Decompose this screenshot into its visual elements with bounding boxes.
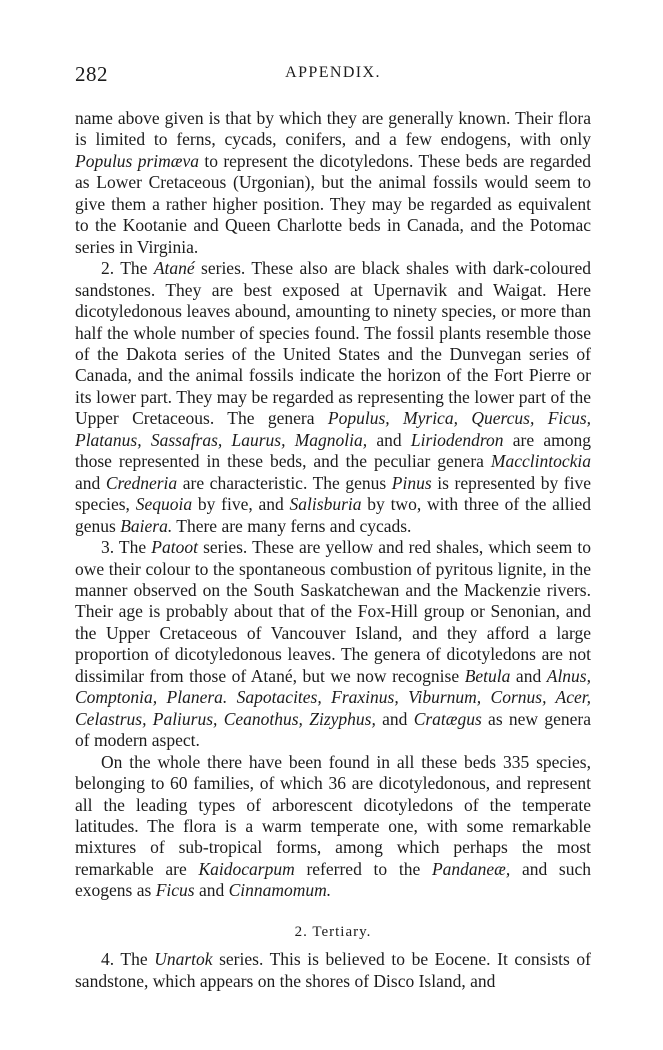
running-head (75, 62, 591, 92)
section-heading: 2. Tertiary. (294, 923, 372, 940)
paragraph-unartok-series: 4. The Unartok series. This is believed to be Eocene. It consists of sandstone, which appears on the shores of Disco Island, and (75, 949, 591, 991)
paragraph-atane-series: 2. The Atané series. These also are black shales with dark-coloured sandstones. They are best exposed at Upernavik and Waigat. Here dicotyledonous leaves abound, amounting to ninety species, or more than half the whole number of species found. The fossil plants resemble those of the Dakota series of the United States and the Dunvegan series of Canada, and the animal fossils indicate the horizon of the Fort Pierre or its lower part. They may be regarded as representing the lower part of the Upper Cretaceous. The genera Populus, Myrica, Quercus, Ficus, Platanus, Sassafras, Laurus, Magnolia, and Liriodendron are among those represented in these beds, and the peculiar genera Macclintockia and Credneria are characteristic. The genus Pinus is represented by five species, Sequoia by five, and Salisburia by two, with three of the allied genus Baiera. There are many ferns and cycads. (75, 258, 592, 536)
running-title: APPENDIX. (285, 64, 381, 81)
paragraph-summary: On the whole there have been found in all these beds 335 species, belonging to 60 families, of which 36 are dicotyledonous, and represent all the leading types of arborescent dicotyledons of the temperate latitudes. The flora is a warm temperate one, with some remarkable mixtures of sub-tropical forms, among which perhaps the most remarkable are Kaidocarpum referred to the Pandaneæ, and such exogens as Ficus and Cinnamomum. (75, 751, 592, 901)
paragraph-patoot-series: 3. The Patoot series. These are yellow and red shales, which seem to owe their colour to the spontaneous combustion of pyritous lignite, in the manner observed on the South Saskatchewan and the Mackenzie rivers. Their age is probably about that of the Fox-Hill group or Senonian, and the Upper Cretaceous of Vancouver Island, and they afford a large proportion of dicotyledonous leaves. The genera of dicotyledons are not dissimilar from those of Atané, but we now recognise Betula and Alnus, Comptonia, Planera. Sapotacites, Fraxinus, Viburnum, Cornus, Acer, Celastrus, Paliurus, Ceanothus, Zizyphus, and Cratægus as new genera of modern aspect. (75, 537, 591, 751)
body-text (75, 108, 591, 992)
paragraph-continuation: name above given is that by which they are generally known. Their flora is limited to ferns, cycads, conifers, and a few endogens, with only Populus primæva to represent the dicotyledons. These beds are regarded as Lower Cretaceous (Urgonian), but the animal fossils would seem to give them a rather higher position. They may be regarded as equivalent to the Kootanie and Queen Charlotte beds in Canada, and the Potomac series in Virginia. (75, 108, 591, 257)
page-number: 282 (75, 62, 108, 86)
